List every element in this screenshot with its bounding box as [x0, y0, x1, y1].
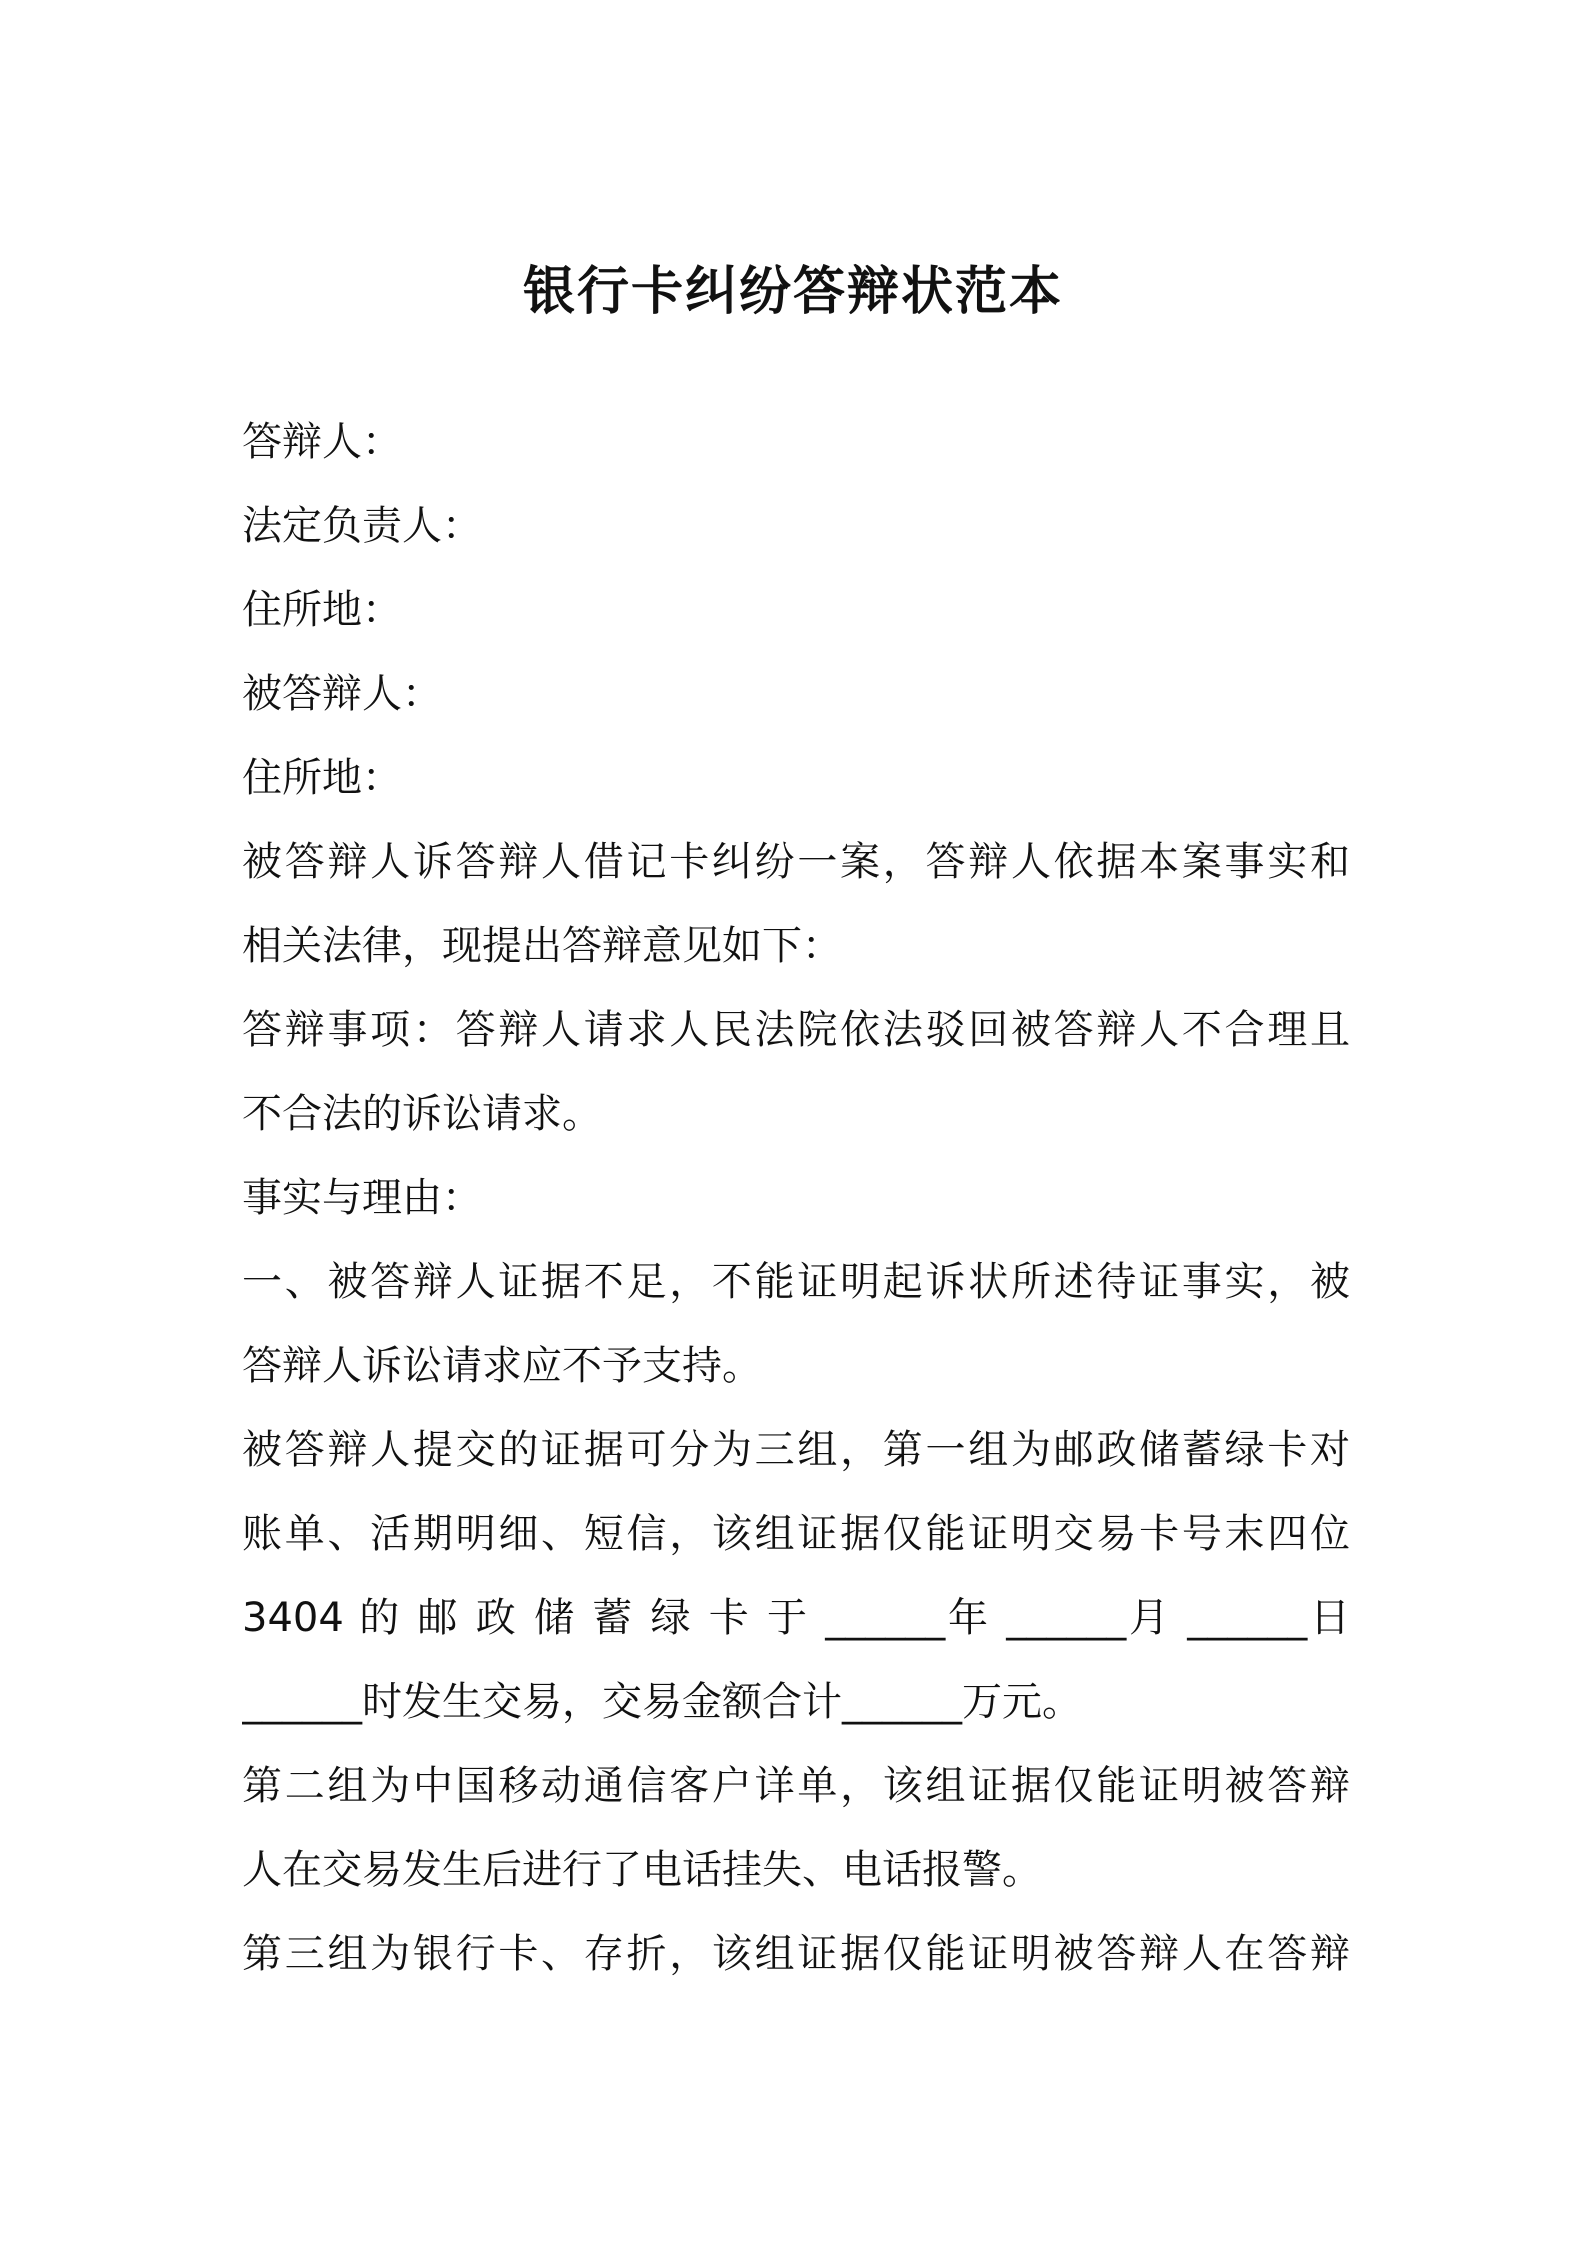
paragraph-line: 答辩事项：答辩人请求人民法院依法驳回被答辩人不合理且	[242, 1007, 1350, 1053]
paragraph-line: 人在交易发生后进行了电话挂失、电话报警。	[242, 1847, 1042, 1893]
paragraph-line: 一、被答辩人证据不足，不能证明起诉状所述待证事实，被	[242, 1259, 1350, 1305]
paragraph-line: ______时发生交易，交易金额合计______万元。	[242, 1679, 1082, 1725]
field-legal-representative: 法定负责人：	[242, 503, 482, 549]
paragraph-line: 第三组为银行卡、存折，该组证据仅能证明被答辩人在答辩	[242, 1931, 1350, 1977]
field-respondent-address: 住所地：	[242, 587, 402, 633]
document-title: 银行卡纠纷答辩状范本	[522, 262, 1063, 322]
paragraph-line: 账单、活期明细、短信，该组证据仅能证明交易卡号末四位	[242, 1511, 1350, 1557]
field-respondent: 答辩人：	[242, 419, 402, 465]
paragraph-line: 不合法的诉讼请求。	[242, 1091, 602, 1137]
field-plaintiff: 被答辩人：	[242, 671, 442, 717]
paragraph-line: 被答辩人诉答辩人借记卡纠纷一案，答辩人依据本案事实和	[242, 839, 1350, 885]
section-heading: 事实与理由：	[242, 1175, 482, 1221]
paragraph-line: 第二组为中国移动通信客户详单，该组证据仅能证明被答辩	[242, 1763, 1350, 1809]
paragraph-line: 相关法律，现提出答辩意见如下：	[242, 923, 842, 969]
field-plaintiff-address: 住所地：	[242, 755, 402, 801]
paragraph-line: 答辩人诉讼请求应不予支持。	[242, 1343, 762, 1389]
document-body	[242, 400, 1350, 1996]
paragraph-line: 3404 的 邮 政 储 蓄 绿 卡 于 ______年 ______月 ______日	[242, 1595, 1350, 1641]
paragraph-line: 被答辩人提交的证据可分为三组，第一组为邮政储蓄绿卡对	[242, 1427, 1350, 1473]
